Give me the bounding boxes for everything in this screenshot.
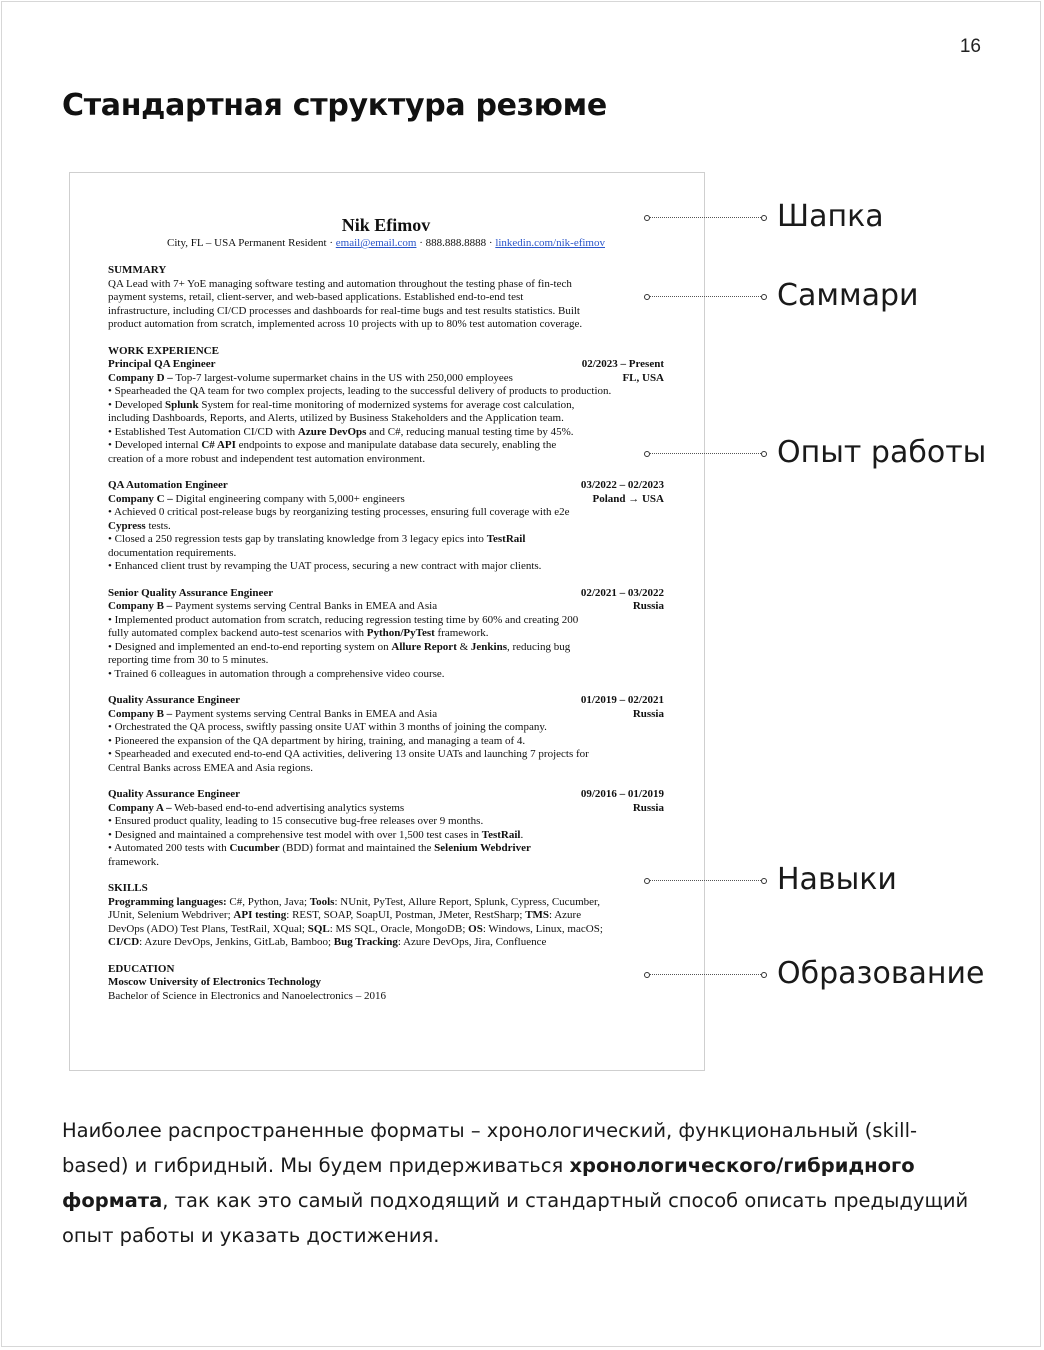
contact-separator: ·	[416, 237, 426, 249]
job-company-row	[108, 600, 664, 614]
text-segment: (BDD) format and maintained the	[279, 842, 435, 854]
education-school: Moscow University of Electronics Technology	[108, 976, 322, 988]
contact-linkedin-link[interactable]: linkedin.com/nik-efimov	[495, 237, 605, 249]
job-dates: 03/2022 – 02/2023	[580, 479, 664, 491]
resume-contact	[108, 236, 664, 250]
text-segment: TestRail	[486, 533, 526, 545]
text-segment: : Windows, Linux, macOS;	[482, 922, 603, 935]
text-segment: and C#, reducing manual testing time by 45%.	[366, 425, 574, 438]
paragraph-text-1: Наиболее распространенные форматы – хронологический, функциональный (skill-based) и гибридный. Мы будем придерживаться	[62, 1119, 918, 1177]
text-segment: : Azure	[549, 909, 582, 921]
job-bullet-line	[108, 439, 664, 453]
job-location: Russia	[632, 600, 664, 612]
job-bullet-line	[108, 735, 664, 749]
contact-separator: ·	[486, 237, 496, 249]
job-bullet-line	[108, 506, 664, 520]
callout-header-label: Шапка	[777, 199, 884, 234]
experience-list	[108, 358, 664, 869]
text-segment: C# API	[201, 439, 236, 451]
text-segment: : MS SQL, Oracle, MongoDB;	[329, 922, 469, 935]
callout-experience-label: Опыт работы	[777, 435, 987, 470]
job-bullet-line	[108, 654, 664, 668]
text-segment: tests.	[145, 519, 171, 532]
job-title-row	[108, 587, 664, 601]
text-segment: .	[520, 828, 524, 841]
paragraph-bold: хронологического/гибридного формата	[62, 1154, 915, 1212]
job-bullet-line	[108, 627, 664, 641]
text-segment: Tools	[309, 895, 335, 908]
education-degree: Bachelor of Science in Electronics and Nanoelectronics – 2016	[108, 989, 386, 1002]
callout-line-experience	[645, 453, 766, 455]
job-bullet-line	[108, 842, 664, 856]
text-segment: Programming languages:	[108, 895, 227, 908]
job-location: FL, USA	[622, 371, 664, 384]
text-segment: &	[456, 640, 471, 653]
summary-line: product automation from scratch, implemented across 10 projects with up to 80% test automation coverage.	[108, 318, 583, 330]
job-dates: 02/2021 – 03/2022	[580, 586, 664, 599]
job-bullet-line	[108, 453, 664, 467]
job-bullet-line	[108, 856, 664, 870]
skills-line	[108, 923, 664, 937]
company-description: Web-based end-to-end advertising analytics systems	[171, 801, 405, 814]
text-segment: • Automated 200 tests with	[108, 842, 230, 854]
job-bullet-line	[108, 641, 664, 655]
text-segment: framework.	[434, 627, 489, 639]
job-entry	[108, 587, 664, 682]
text-segment: reporting time from 30 to 5 minutes.	[108, 654, 269, 666]
job-title: Quality Assurance Engineer	[108, 788, 241, 800]
text-segment: • Developed	[108, 398, 165, 411]
text-segment: Selenium Webdriver	[434, 842, 531, 854]
job-entry	[108, 479, 664, 574]
text-segment: TestRail	[481, 828, 521, 841]
text-segment: fully automated complex backend auto-test scenarios with	[108, 627, 367, 639]
job-bullet-line	[108, 385, 664, 399]
company-name: Company D –	[108, 371, 173, 384]
text-segment: Central Banks across EMEA and Asia regions.	[108, 761, 313, 774]
job-company	[108, 708, 437, 722]
job-title: Quality Assurance Engineer	[108, 694, 241, 706]
contact-email-link[interactable]: email@email.com	[335, 237, 417, 249]
text-segment: • Established Test Automation CI/CD with	[108, 425, 298, 438]
company-description: Payment systems serving Central Banks in EMEA and Asia	[172, 707, 438, 720]
callout-line-skills	[645, 880, 766, 882]
text-segment: • Trained 6 colleagues in automation through a comprehensive video course.	[108, 667, 445, 680]
job-location: Russia	[632, 707, 664, 720]
text-segment: C#, Python, Java;	[226, 895, 310, 908]
experience-heading: WORK EXPERIENCE	[108, 344, 219, 357]
company-description: Payment systems serving Central Banks in EMEA and Asia	[172, 600, 438, 612]
page-title: Стандартная структура резюме	[62, 88, 607, 123]
text-segment: Azure DevOps	[297, 425, 367, 438]
job-entry	[108, 788, 664, 869]
job-company-row	[108, 802, 664, 816]
text-segment: • Ensured product quality, leading to 15 consecutive bug-free releases over 9 months.	[108, 815, 484, 827]
job-company	[108, 493, 405, 507]
job-title-row	[108, 694, 664, 708]
text-segment: • Achieved 0 critical post-release bugs by reorganizing testing processes, ensuring full coverage with e2e	[108, 506, 570, 518]
company-description: Top-7 largest-volume supermarket chains in the US with 250,000 employees	[172, 371, 513, 384]
text-segment: DevOps (ADO) Test Plans, TestRail, XQual;	[108, 922, 308, 935]
job-bullet-line	[108, 560, 664, 574]
job-bullet-line	[108, 533, 664, 547]
job-title-row	[108, 358, 664, 372]
job-company-row	[108, 372, 664, 386]
company-name: Company C –	[108, 492, 173, 505]
text-segment: Bug Tracking	[333, 936, 398, 948]
job-title-row	[108, 788, 664, 802]
resume-content	[108, 215, 664, 1003]
text-segment: Jenkins	[470, 640, 507, 653]
job-bullet-line	[108, 412, 664, 426]
text-segment: : Azure DevOps, Jenkins, GitLab, Bamboo;	[139, 936, 334, 948]
text-segment: : REST, SOAP, SoapUI, Postman, JMeter, RestSharp;	[286, 909, 526, 921]
text-segment: • Spearheaded the QA team for two complex projects, leading to the successful delivery of products to production.	[108, 385, 612, 397]
job-dates: 01/2019 – 02/2021	[580, 694, 664, 706]
job-entry	[108, 358, 664, 466]
company-name: Company B –	[108, 600, 173, 612]
text-segment: JUnit, Selenium Webdriver;	[108, 909, 234, 921]
job-bullet-line	[108, 762, 664, 776]
text-segment: Splunk	[165, 398, 199, 411]
callout-summary-label: Саммари	[777, 278, 919, 313]
job-bullet-line	[108, 668, 664, 682]
job-bullet-line	[108, 547, 664, 561]
callout-line-education	[645, 974, 766, 976]
job-bullet-line	[108, 748, 664, 762]
text-segment: creation of a more robust and independent test automation environment.	[108, 452, 426, 465]
text-segment: OS	[468, 922, 483, 935]
job-company-row	[108, 708, 664, 722]
skills-line	[108, 936, 664, 950]
text-segment: API testing	[233, 909, 287, 921]
text-segment: , reducing bug	[507, 640, 571, 653]
text-segment: • Designed and implemented an end-to-end reporting system on	[108, 640, 392, 653]
summary-line: infrastructure, including CI/CD processes and dashboards for real-time bugs and test results statistics. Built	[108, 304, 580, 317]
text-segment: SQL	[307, 922, 330, 935]
contact-separator: ·	[326, 237, 336, 249]
text-segment: documentation requirements.	[108, 546, 237, 559]
resume-image	[69, 172, 705, 1071]
text-segment: : Azure DevOps, Jira, Confluence	[397, 936, 547, 948]
company-name: Company A –	[108, 801, 172, 814]
job-company	[108, 372, 513, 386]
summary-line: payment systems, retail, client-server, and web-based applications. Established end-to-end test	[108, 291, 524, 303]
text-segment: • Orchestrated the QA process, swiftly passing onsite UAT within 3 months of joining the company.	[108, 721, 547, 733]
text-segment: including Dashboards, Reports, and Alerts, utilized by Business Stakeholders and the Application team.	[108, 412, 564, 424]
summary-line: QA Lead with 7+ YoE managing software testing and automation throughout the testing phase of fin-tech	[108, 277, 572, 290]
job-company-row	[108, 493, 664, 507]
text-segment: • Closed a 250 regression tests gap by translating knowledge from 3 legacy epics into	[108, 533, 487, 545]
text-segment: • Implemented product automation from scratch, reducing regression testing time by 60% and creating 200	[108, 613, 579, 626]
text-segment: Python/PyTest	[366, 627, 435, 639]
job-company	[108, 600, 437, 614]
job-bullet-line	[108, 614, 664, 628]
text-segment: • Developed internal	[108, 439, 202, 451]
job-bullet-line	[108, 829, 664, 843]
contact-location: City, FL – USA Permanent Resident	[167, 237, 327, 249]
text-segment: Cucumber	[229, 842, 280, 854]
text-segment: • Enhanced client trust by revamping the UAT process, securing a new contract with major clients.	[108, 560, 542, 572]
contact-phone: 888.888.8888	[425, 237, 487, 249]
text-segment: • Designed and maintained a comprehensive test model with over 1,500 test cases in	[108, 828, 482, 841]
job-bullet-line	[108, 520, 664, 534]
text-segment: Cypress	[108, 519, 146, 532]
job-title-row	[108, 479, 664, 493]
page-number: 16	[959, 36, 981, 57]
callout-skills-label: Навыки	[777, 862, 897, 897]
description-paragraph	[62, 1113, 982, 1253]
paragraph-text-2: , так как это самый подходящий и стандартный способ описать предыдущий опыт работы и указать достижения.	[62, 1189, 969, 1247]
skills-text	[108, 896, 664, 950]
resume-name: Nik Efimov	[341, 215, 431, 235]
job-title: QA Automation Engineer	[108, 479, 228, 491]
text-segment: System for real-time monitoring of modernized systems for average cost calculation,	[198, 398, 575, 411]
skills-line	[108, 909, 664, 923]
callout-line-summary	[645, 296, 766, 298]
job-location: Poland → USA	[592, 492, 664, 505]
text-segment: Allure Report	[391, 640, 457, 653]
text-segment: CI/CD	[108, 936, 140, 948]
job-company	[108, 802, 404, 816]
callout-education-label: Образование	[777, 956, 985, 991]
job-entry	[108, 694, 664, 775]
job-bullet-line	[108, 815, 664, 829]
skills-heading: SKILLS	[108, 882, 148, 894]
company-name: Company B –	[108, 707, 173, 720]
job-bullet-line	[108, 399, 664, 413]
summary-text	[108, 278, 664, 332]
callout-line-header	[645, 217, 766, 219]
job-bullet-line	[108, 426, 664, 440]
text-segment: endpoints to expose and manipulate database data securely, enabling the	[235, 439, 557, 451]
skills-line	[108, 896, 664, 910]
company-description: Digital engineering company with 5,000+ engineers	[172, 492, 405, 505]
text-segment: : NUnit, PyTest, Allure Report, Splunk, Cypress, Cucumber,	[334, 895, 600, 908]
job-location: Russia	[632, 801, 664, 814]
education-heading: EDUCATION	[108, 962, 175, 975]
job-title: Senior Quality Assurance Engineer	[108, 586, 274, 599]
text-segment: • Spearheaded and executed end-to-end QA activities, delivering 13 onsite UATs and launching 7 projects for	[108, 748, 589, 760]
job-dates: 09/2016 – 01/2019	[580, 788, 664, 800]
text-segment: framework.	[108, 855, 160, 868]
text-segment: • Pioneered the expansion of the QA department by hiring, training, and managing a team of 4.	[108, 734, 526, 747]
summary-heading: SUMMARY	[108, 264, 167, 276]
job-dates: 02/2023 – Present	[581, 358, 664, 370]
job-bullet-line	[108, 721, 664, 735]
text-segment: TMS	[525, 909, 550, 921]
job-title: Principal QA Engineer	[108, 358, 216, 370]
